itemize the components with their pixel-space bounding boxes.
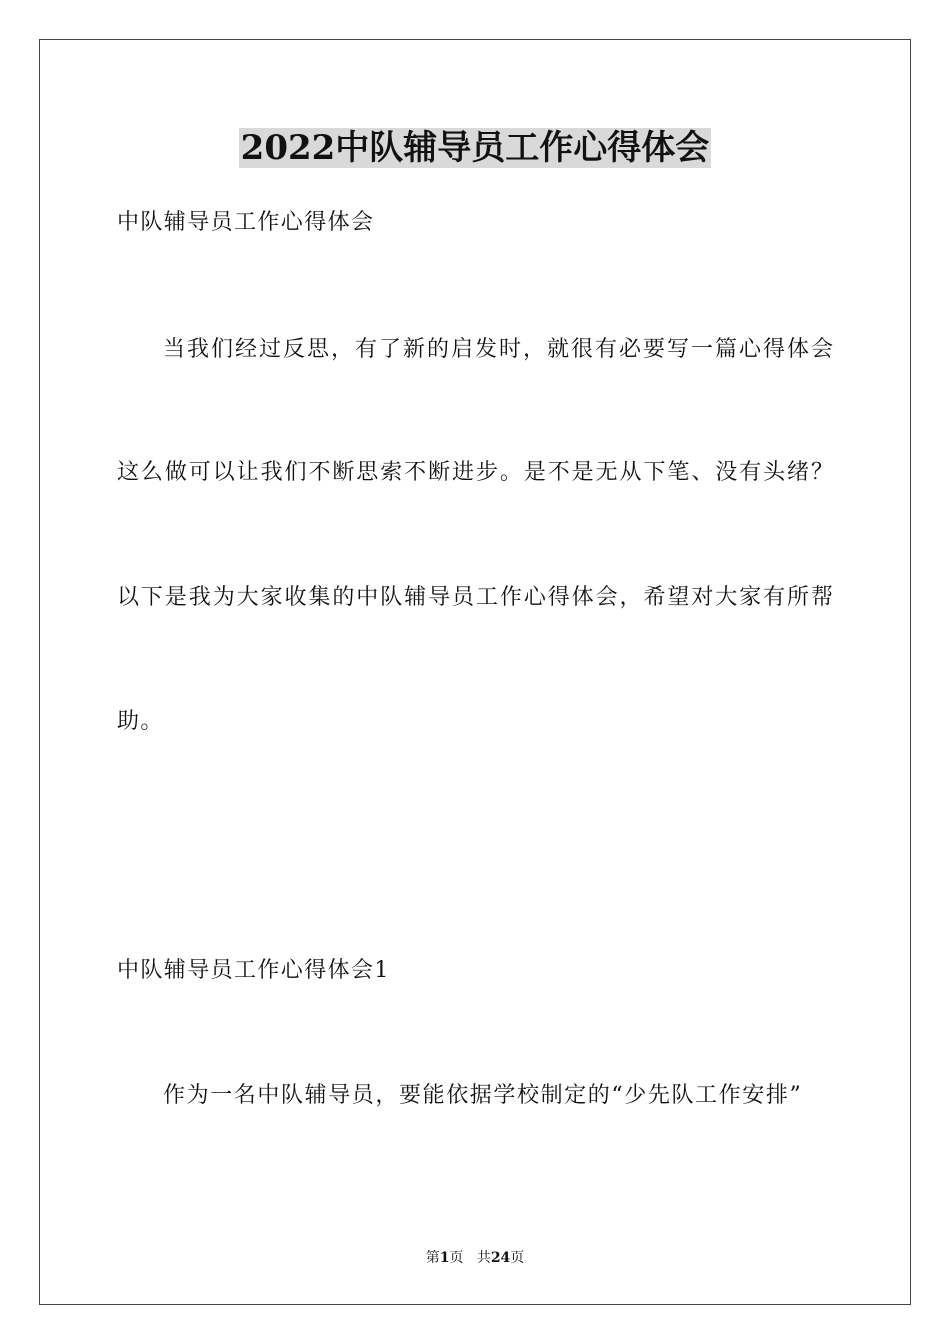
- paragraph-line-2: 这么做可以让我们不断思索不断进步。是不是无从下笔、没有头绪？: [117, 460, 833, 485]
- footer-total-prefix: 共: [476, 1250, 491, 1266]
- footer-total-pages: 24: [490, 1250, 511, 1266]
- paragraph-line-3: 以下是我为大家收集的中队辅导员工作心得体会，希望对大家有所帮: [117, 585, 833, 610]
- paragraph-line-5: 作为一名中队辅导员，要能依据学校制定的“少先队工作安排”: [163, 1083, 803, 1108]
- paragraph-line-1: 当我们经过反思，有了新的启发时，就很有必要写一篇心得体会: [163, 337, 833, 362]
- footer-page-suffix: 页: [449, 1250, 464, 1266]
- document-title-text: 2022中队辅导员工作心得体会: [240, 128, 710, 168]
- subtitle-line: 中队辅导员工作心得体会: [117, 210, 375, 235]
- footer-page-prefix: 第: [425, 1250, 440, 1266]
- document-title: [0, 124, 950, 172]
- page-footer: [0, 1248, 950, 1268]
- paragraph-line-4: 助。: [117, 709, 164, 734]
- section-heading-1: 中队辅导员工作心得体会1: [117, 958, 390, 983]
- footer-total-suffix: 页: [510, 1250, 525, 1266]
- footer-page-number: 1: [439, 1250, 450, 1266]
